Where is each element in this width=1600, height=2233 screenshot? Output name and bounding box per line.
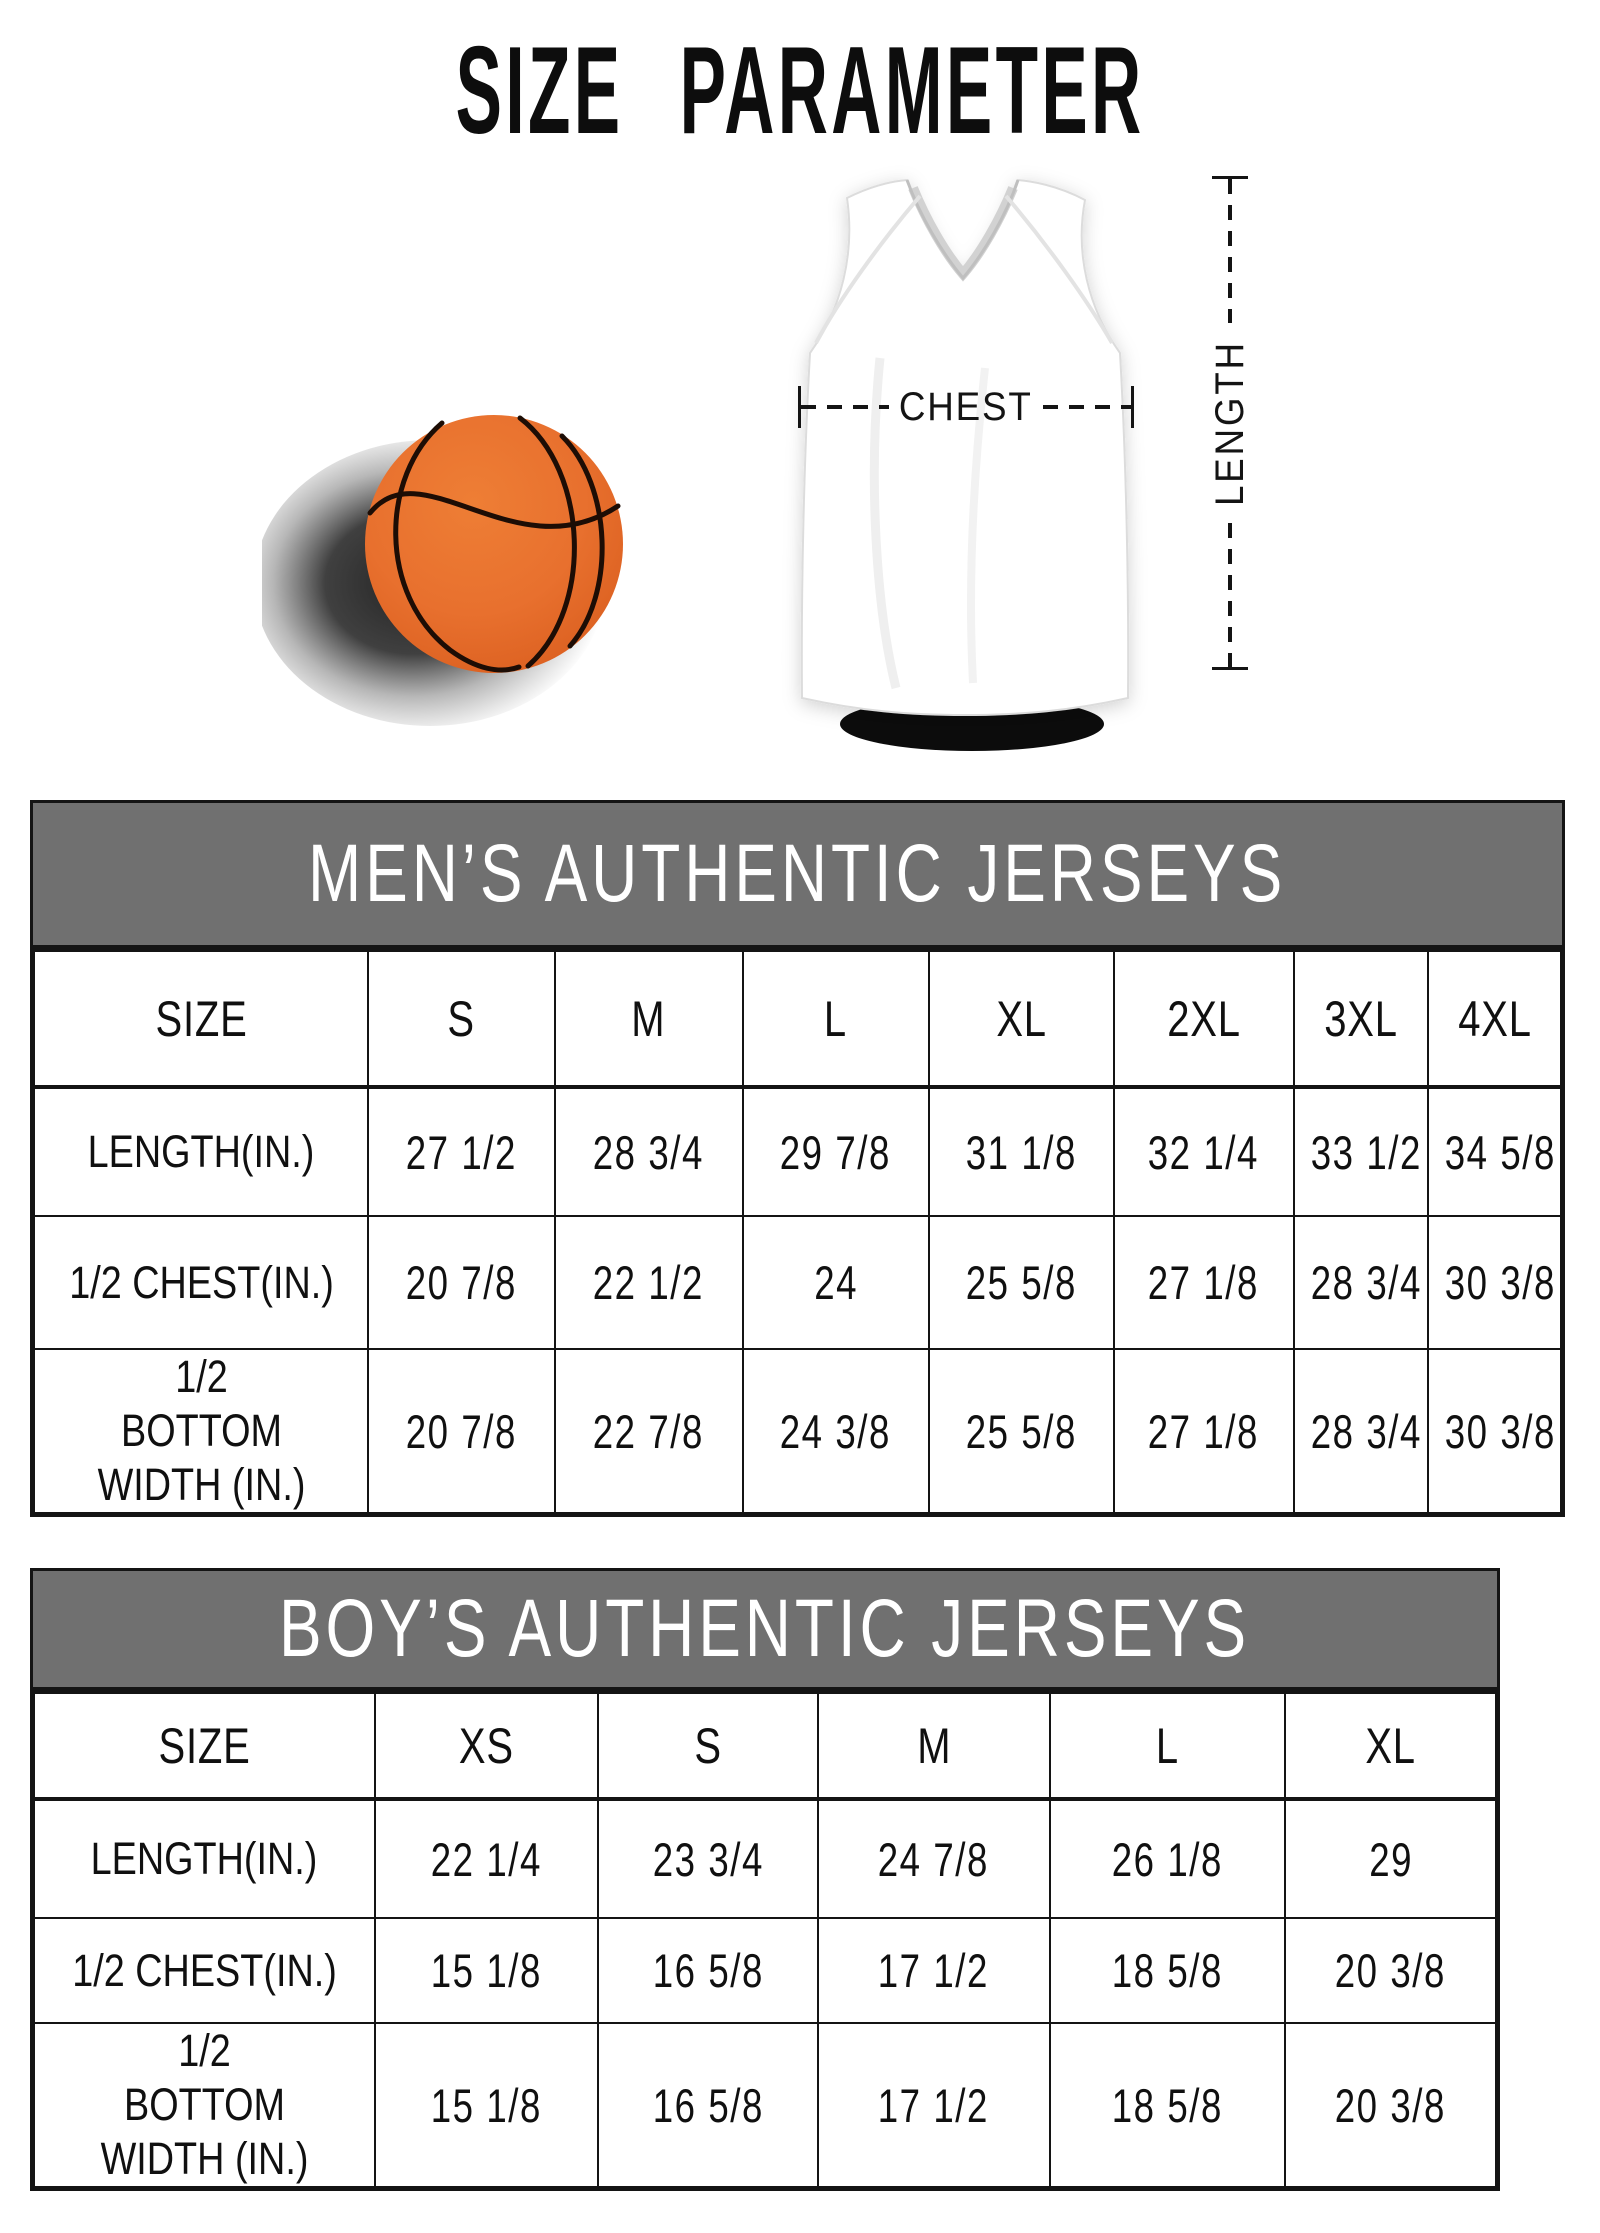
value-cell: 28 3/4	[1294, 1216, 1428, 1349]
boy-chest-row	[34, 1918, 1496, 2023]
value-cell: 27 1/8	[1114, 1216, 1294, 1349]
men-size-table	[33, 950, 1562, 1514]
boy-header-row	[34, 1693, 1496, 1799]
value-cell: 30 3/8	[1428, 1349, 1561, 1513]
value-cell: 30 3/8	[1428, 1216, 1561, 1349]
value-cell: 27 1/2	[368, 1087, 554, 1216]
boy-size-header-cell: SIZE	[34, 1693, 375, 1799]
men-bottom-width-row	[34, 1349, 1561, 1513]
row-label-cell: 1/2 CHEST(IN.)	[34, 1216, 368, 1349]
men-table-title-band	[33, 803, 1562, 950]
value-cell: 26 1/8	[1050, 1799, 1285, 1918]
value-cell: 25 5/8	[929, 1216, 1114, 1349]
boy-col-m: M	[818, 1693, 1050, 1799]
value-cell: 22 1/2	[555, 1216, 743, 1349]
boy-col-xl: XL	[1285, 1693, 1496, 1799]
chest-dashed-line-right	[1043, 405, 1131, 409]
men-col-m: M	[555, 951, 743, 1087]
page-title-text: SIZE PARAMETER	[455, 22, 1145, 160]
length-measure-line	[1207, 176, 1253, 670]
men-col-4xl: 4XL	[1428, 951, 1561, 1087]
row-label-cell: LENGTH(IN.)	[34, 1799, 375, 1918]
chest-right-tick	[1131, 386, 1134, 428]
value-cell: 33 1/2	[1294, 1087, 1428, 1216]
men-size-table-section	[30, 800, 1565, 1517]
value-cell: 16 5/8	[598, 1918, 817, 2023]
boy-length-row	[34, 1799, 1496, 1918]
value-cell: 17 1/2	[818, 2023, 1050, 2187]
men-col-s: S	[368, 951, 554, 1087]
value-cell: 22 1/4	[375, 1799, 599, 1918]
length-dashed-line-bottom	[1228, 523, 1232, 667]
value-cell: 29	[1285, 1799, 1496, 1918]
value-cell: 29 7/8	[743, 1087, 929, 1216]
chest-dashed-line-left	[801, 405, 889, 409]
value-cell: 20 3/8	[1285, 1918, 1496, 2023]
chest-measure-line	[798, 386, 1134, 428]
value-cell: 28 3/4	[1294, 1349, 1428, 1513]
men-header-row	[34, 951, 1561, 1087]
men-length-row	[34, 1087, 1561, 1216]
men-col-l: L	[743, 951, 929, 1087]
length-dashed-line-top	[1228, 179, 1232, 323]
length-bottom-tick	[1212, 667, 1248, 670]
jersey-illustration	[780, 158, 1150, 758]
boy-table-title: BOY’S AUTHENTIC JERSEYS	[279, 1583, 1251, 1674]
boy-col-s: S	[598, 1693, 817, 1799]
boy-table-title-band	[33, 1571, 1497, 1692]
length-label: LENGTH	[1207, 340, 1252, 506]
men-col-3xl: 3XL	[1294, 951, 1428, 1087]
value-cell: 18 5/8	[1050, 2023, 1285, 2187]
boy-size-table	[33, 1692, 1497, 2188]
row-label-cell: LENGTH(IN.)	[34, 1087, 368, 1216]
boy-col-l: L	[1050, 1693, 1285, 1799]
measurement-figure	[0, 140, 1600, 780]
row-label-cell: 1/2 BOTTOM WIDTH (IN.)	[34, 2023, 375, 2187]
row-label-cell: 1/2 BOTTOM WIDTH (IN.)	[34, 1349, 368, 1513]
value-cell: 32 1/4	[1114, 1087, 1294, 1216]
value-cell: 22 7/8	[555, 1349, 743, 1513]
value-cell: 20 3/8	[1285, 2023, 1496, 2187]
men-chest-row	[34, 1216, 1561, 1349]
value-cell: 17 1/2	[818, 1918, 1050, 2023]
row-label-cell: 1/2 CHEST(IN.)	[34, 1918, 375, 2023]
value-cell: 27 1/8	[1114, 1349, 1294, 1513]
value-cell: 18 5/8	[1050, 1918, 1285, 2023]
boy-bottom-width-row	[34, 2023, 1496, 2187]
men-col-xl: XL	[929, 951, 1114, 1087]
chest-label: CHEST	[899, 384, 1033, 429]
value-cell: 24 7/8	[818, 1799, 1050, 1918]
value-cell: 24 3/8	[743, 1349, 929, 1513]
value-cell: 34 5/8	[1428, 1087, 1561, 1216]
value-cell: 20 7/8	[368, 1349, 554, 1513]
value-cell: 24	[743, 1216, 929, 1349]
value-cell: 31 1/8	[929, 1087, 1114, 1216]
value-cell: 20 7/8	[368, 1216, 554, 1349]
boy-col-xs: XS	[375, 1693, 599, 1799]
boy-size-table-section	[30, 1568, 1500, 2191]
value-cell: 23 3/4	[598, 1799, 817, 1918]
men-table-title: MEN’S AUTHENTIC JERSEYS	[308, 828, 1287, 919]
basketball-icon	[262, 378, 664, 726]
value-cell: 28 3/4	[555, 1087, 743, 1216]
value-cell: 15 1/8	[375, 1918, 599, 2023]
value-cell: 16 5/8	[598, 2023, 817, 2187]
value-cell: 15 1/8	[375, 2023, 599, 2187]
men-size-header-cell: SIZE	[34, 951, 368, 1087]
men-col-2xl: 2XL	[1114, 951, 1294, 1087]
value-cell: 25 5/8	[929, 1349, 1114, 1513]
